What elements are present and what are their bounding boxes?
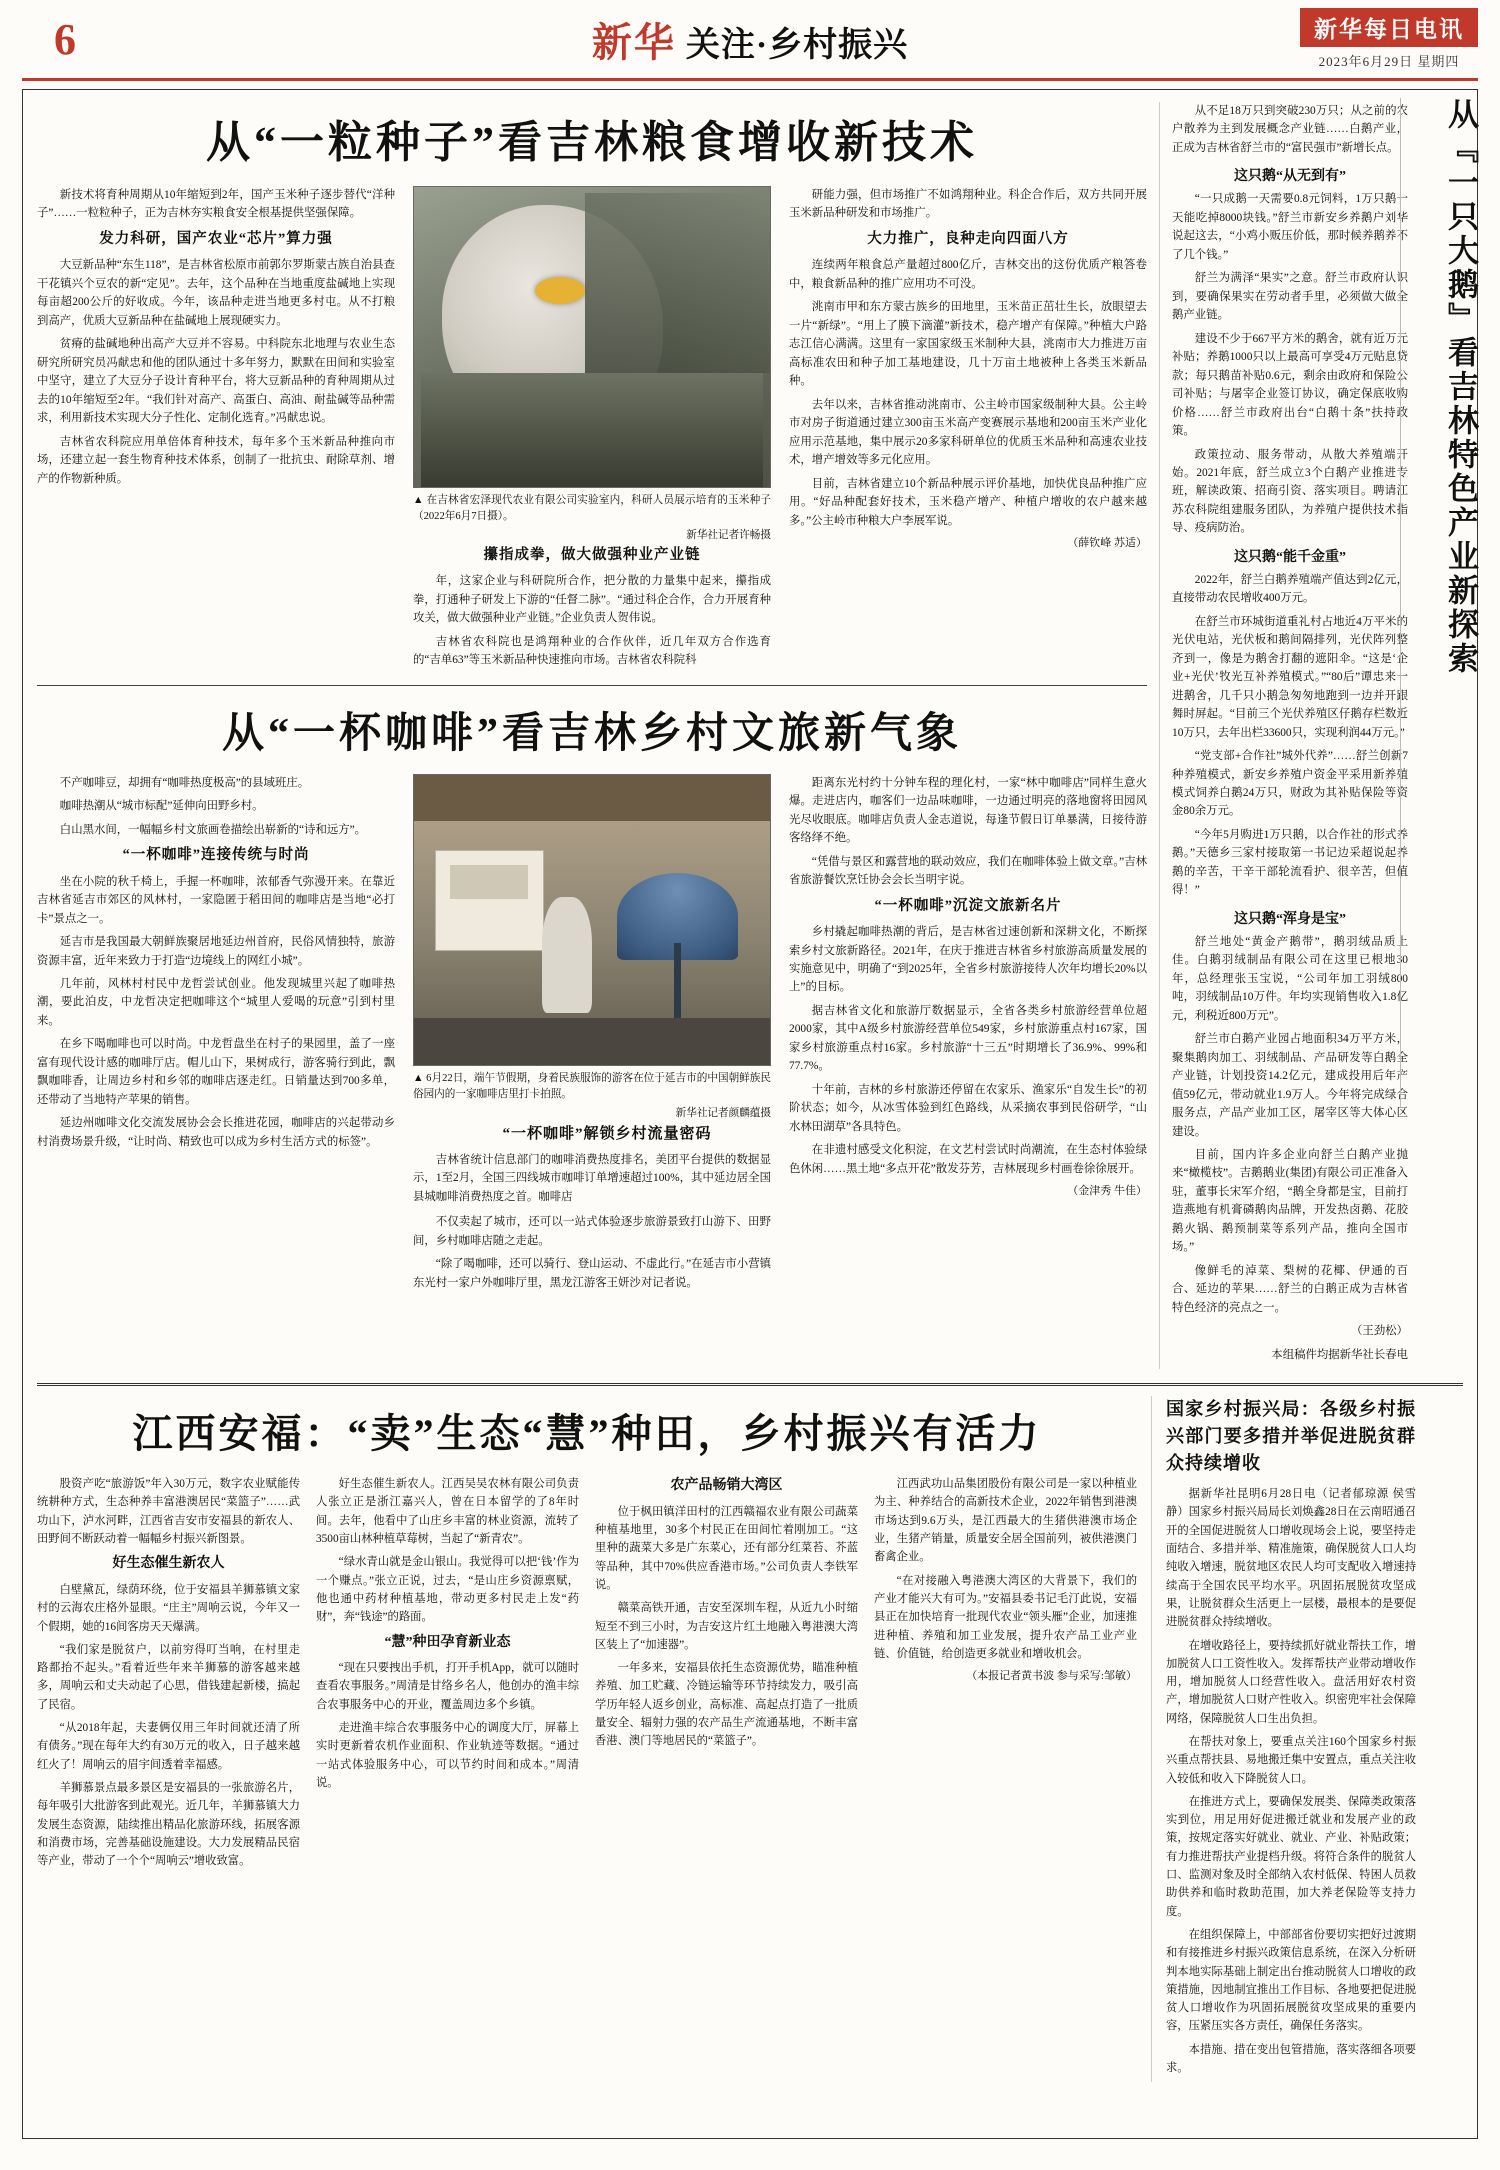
paper-name: 新华每日电讯 [1300,8,1478,47]
article5 [1151,1396,1416,2082]
paragraph: 吉林省农科院应用单倍体育种技术，每年多个玉米新品种推向市场，还建立起一套生物育种技术体系，创制了一批抗虫、耐除草剂、增产的作物新种质。 [37,435,395,485]
article1-lead: 新技术将育种周期从10年缩短到2年，国产玉米种子逐步替代“洋种子”……一粒粒种子，正为吉林夯实粮食安全根基提供坚强保障。 [37,189,395,220]
paragraph: 据新华社昆明6月28日电（记者郁琼源 侯雪静）国家乡村振兴局局长刘焕鑫28日在云南昭通召开的全国促进脱贫人口增收现场会上说，要坚持走面结合、多措并举、精准施策，确保脱贫人口人均纯收入增速，脱贫地区农民人均可支配收入增速持续高于全国农民平均水平。巩固拓展脱贫攻坚成果，让脱贫群众生活更上一层楼，最根本的是要促进脱贫群众持续增收。 [1166,1488,1416,1629]
paragraph: 洮南市甲和东方蒙古族乡的田地里，玉米苗正茁壮生长，放眼望去一片“新绿”。“用上了膜下滴灌”新技术，稳产增产有保障。”种植大户路志江信心满满。这里有一家国家级玉米制种大县，洮南市大力推进万亩高标准农田和种子加工基地建设，几十万亩土地被种上各类玉米新品种。 [789,301,1147,388]
article2-credit: 新华社记者颜麟蕴摄 [675,1107,771,1119]
article4-body [37,1475,1137,1875]
article2-body [37,774,1147,1212]
article4 [37,1396,1137,2082]
article2-photo [413,774,771,1066]
paragraph: 十年前，吉林的乡村旅游还停留在农家乐、渔家乐“自发生长”的初阶状态；如今，从冰雪体验到红色路线，从采摘农事到民俗研学，“山水林田湖草”各具特色。 [789,1083,1147,1133]
article1-col2 [413,186,771,675]
paragraph: 在增收路径上，要持续抓好就业帮扶工作，增加脱贫人口工资性收入。发挥帮扶产业带动增收作用，增加脱贫人口经营性收入。盘活用好农村资产，增加脱贫人口财产性收入。织密兜牢社会保障网络，保障脱贫人口生出负担。 [1166,1639,1416,1725]
paragraph: 目前，吉林省建立10个新品种展示评价基地，加快优良品种推广应用。“好品种配套好技术，玉米稳产增产、种植户增收的农户越来越多。”公主岭市种粮大户李展军说。 [789,477,1147,527]
article2-byline: （金津秀 牛佳） [1067,1185,1147,1198]
paragraph: 建设不少于667平方米的鹅舍，就有近万元补贴；养鹅1000只以上最高可享受4万元贴息贷款；每只鹅苗补贴0.6元，剩余由政府和保险公司补贴；与屠宰企业签订协议，确定保底收购价格……舒兰市政府出台“白鹅十条”扶持政策。 [1172,332,1408,438]
article4-sub2: “慧”种田孕育新业态 [384,1634,511,1650]
article4-col2 [316,1475,579,1875]
article2-sub1: “一杯咖啡”连接传统与时尚 [122,847,310,864]
article1-byline: （薛钦峰 苏适） [1067,536,1147,549]
paragraph: 一年多来，安福县依托生态资源优势，瞄准种植养殖、加工贮藏、冷链运输等环节持续发力，吸引高学历年轻人返乡创业，高标准、高起点打造了一批质量安全、辐射力强的农产品生产流通基地，不断丰富香港、澳门等地居民的“菜篮子”。 [595,1662,858,1748]
section-title: 关注·乡村振兴 [685,26,909,64]
article2-kicker-more [413,1213,771,1297]
paragraph: 在非遗村感受文化积淀，在文艺村尝试时尚潮流，在生态村体验绿色休闲……黑土地“多点开花”散发芬芳，吉林展现乡村画卷徐徐展开。 [789,1144,1147,1175]
article4-sub3-a: 农产品畅销大湾区 [670,1478,783,1494]
article1-sub1: 发力科研，国产农业“芯片”算力强 [99,230,333,247]
paragraph: 贫瘠的盐碱地种出高产大豆并不容易。中科院东北地理与农业生态研究所研究员冯献忠和他的团队通过十多年努力，默默在田间和实验室中坚守，建立了大豆分子设计育种平台，将大豆新品种的育种周期从过去的10年缩短至2年。“我们针对高产、高蛋白、高油、耐盐碱等品种需求，利用新技术实现大分子性化、定制化选育。”冯献忠说。 [37,338,395,425]
article4-col4 [874,1475,1137,1875]
spacer [37,1213,395,1297]
article4-byline: （本报记者黄书波 参与采写:邹敏） [966,1670,1137,1683]
paragraph: 吉林省农科院也是鸿翔种业的合作伙伴，近几年双方合作选育的“吉单63”等玉米新品种快速推向市场。吉林省农科院科 [413,635,771,667]
article2-headline: 从“一杯咖啡”看吉林乡村文旅新气象 [221,710,962,757]
paragraph: 白山黑水间，一幅幅乡村文旅画卷描绘出崭新的“诗和远方”。 [59,823,367,836]
paragraph: “在对接融入粤港澳大湾区的大背景下，我们的产业才能兴大有可为。”安福县委书记毛汀此说，安福县正在加快培育一批现代农业“领头雁”企业，加速推进种植、养殖和加工业发展，提升农产品工业产业链、价值链，给创造更多就业和增收机会。 [874,1574,1137,1660]
article3-sub2: 这只鹅“能千金重” [1234,549,1346,565]
masthead [22,0,1478,81]
paragraph: 2022年，舒兰白鹅养殖端产值达到2亿元，直接带动农民增收400万元。 [1172,573,1408,605]
article3-vertical-headline: 从『一只大鹅』看吉林特色产业新探索 [1400,98,1479,1108]
paragraph: “从2018年起，夫妻俩仅用三年时间就还清了所有债务。”现在每年大约有30万元的收入，日子越来越红火了！周响云的眉宇间透着幸福感。 [37,1722,300,1771]
article2-caption: ▲ 6月22日，端午节假期，身着民族服饰的游客在位于延吉市的中国朝鲜族民俗园内的一家咖啡店里打卡拍照。 [413,1072,771,1100]
main-columns [37,102,1147,1369]
paragraph: 延边州咖啡文化交流发展协会会长推进花园，咖啡店的兴起带动乡村消费场景升级，“让时尚、精致也可以成为乡村生活方式的标签”。 [37,1117,395,1148]
paragraph: 研能力强，但市场推广不如鸿翔种业。科企合作后，双方共同开展玉米新品种研发和市场推广。 [789,189,1147,220]
article4-col1 [37,1475,300,1875]
paragraph: “一只成鹅一天需要0.8元饲料，1万只鹅一天能吃掉8000块钱。”舒兰市新安乡养鹅户刘华说起这去，“小鸡小贩压价低，那时候养鹅养不了几个钱。” [1172,193,1408,261]
article2-sub2: “一杯咖啡”沉淀文旅新名片 [874,897,1062,914]
paragraph: “我们家是脱贫户，以前穷得叮当响，在村里走路都抬不起头。”看着近些年来羊狮慕的游客越来越多，周响云和丈夫动起了心思，借钱建起新楼，搞起了民宿。 [37,1643,300,1711]
paragraph: 在帮扶对象上，要重点关注160个国家乡村振兴重点帮扶县、易地搬迁集中安置点，重点关注收入较低和收入下降脱贫人口。 [1166,1735,1416,1785]
paragraph: “党支部+合作社”城外代养”……舒兰创新7种养殖模式，新安乡养殖户资金平采用新养殖模式饲养白鹅24万只，财政为其补贴保险等资金80余万元。 [1172,750,1408,818]
article2-col1 [37,774,395,1212]
paragraph: 赣菜高铁开通，吉安至深圳车程，从近九小时缩短至不到三小时，为吉安这片红土地融入粤港澳大湾区装上了“加速器”。 [595,1602,858,1651]
article2-spill [37,1213,1147,1297]
publication-date: 2023年6月29日 星期四 [1318,54,1460,69]
paragraph: 据吉林省文化和旅游厅数据显示，全省各类乡村旅游经营单位超2000家，其中A级乡村旅游经营单位549家，乡村旅游重点村167家，国家乡村旅游重点村16家。乡村旅游“十三五”时期增长了36.9%、99%和77.7%。 [789,1004,1147,1073]
paragraph: 位于枫田镇洋田村的江西赣福农业有限公司蔬菜种植基地里，30多个村民正在田间忙着刚加工。“这里种的蔬菜大多是广东菜心，还有部分红菜苔、芥蓝等品种，其中70%供应香港市场。”公司负责人李铁军说。 [595,1505,858,1591]
paragraph: “今年5月购进1万只鹅，以合作社的形式养鹅。”天德乡三家村接取第一书记边采超说起养鹅的辛苦，干辛干部轮流看护、很辛苦，但值得！” [1172,828,1408,897]
paragraph: “除了喝咖啡，还可以骑行、登山运动、不虚此行。”在延吉市小营镇东光村一家户外咖啡厅里，黑龙江游客王妍沙对记者说。 [413,1258,771,1289]
paragraph: 年，这家企业与科研院所合作，把分散的力量集中起来，攥指成拳，打通种子研发上下游的“任督二脉”。“通过科企合作，合力开展育种攻关，做大做强种业产业链。”企业负责人贺伟说。 [413,575,771,625]
article1-caption: ▲ 在吉林省宏泽现代农业有限公司实验室内，科研人员展示培育的玉米种子（2022年6月7日摄）。 [413,495,771,522]
article3-column [1159,102,1408,1369]
paragraph: 舒兰为满泽“果实”之意。舒兰市政府认识到，要确保果实在劳动者手里，必须做大做全鹅产业链。 [1172,272,1408,322]
article3-sub1: 这只鹅“从无到有” [1234,169,1346,185]
article3-byline1: （王劲松） [1351,1325,1408,1338]
paragraph: 延吉市是我国最大朝鲜族聚居地延边州首府，民俗风情独特，旅游资源丰富，近年来致力于打造“边境线上的网红小城”。 [37,936,395,967]
article3-lead: 从不足18万只到突破230万只；从之前的农户散养为主到发展概念产业链……白鹅产业，正成为吉林省舒兰市的“富民强市”新增长点。 [1172,105,1408,154]
paragraph: 白壁黛瓦，绿荫环绕，位于安福县羊狮慕镇文家村的云海农庄格外显眼。“庄主”周响云说，今年又一个假期，她的16间客房天天爆满。 [37,1583,300,1633]
article2-col2 [413,774,771,1212]
article4-headline: 江西安福：“卖”生态“慧”种田，乡村振兴有活力 [132,1411,1042,1457]
spacer2 [789,1213,1147,1297]
paragraph: 坐在小院的秋千椅上，手握一杯咖啡，浓郁香气弥漫开来。在靠近吉林省延吉市郊区的风林村，一家隐匿于稻田间的咖啡店是当地“必打卡”景点之一。 [37,875,395,925]
article4-sub1: 好生态催生新农人 [112,1556,225,1572]
paragraph: 目前，国内许多企业向舒兰白鹅产业抛来“橄榄枝”。吉鹅鹅业(集团)有限公司正准备入驻，董事长宋军介绍，“鹅全身都是宝，目前打造燕地有机膏磷鹅肉品牌，开发热卤鹅、花胶鹅火锅、鹅预制菜等系列产品，推向全国市场。” [1172,1148,1408,1254]
paragraph: 本措施、措在变出包管措施，落实落细各项要求。 [1166,2043,1416,2075]
paragraph: 像鲜毛的淖菜、梨树的花椰、伊通的百合、延边的苹果……舒兰的白鹅正成为吉林省特色经济的亮点之一。 [1172,1264,1408,1314]
paragraph: 距离东光村约十分钟车程的理化村，一家“林中咖啡店”同样生意火爆。走进店内，咖客们一边品味咖啡，一边通过明亮的落地窗将田园风光尽收眼底。咖啡店负责人金志道说，每逢节假日订单暴满，日接待游客络绎不绝。 [789,776,1147,845]
paragraph: 咖啡热潮从“城市标配”延伸向田野乡村。 [59,800,264,813]
paragraph: 江西武功山品集团股份有限公司是一家以种植业为主、种养结合的高新技术企业，2022年销售到港澳市场达到9.6万头，是江西最大的生猪供港澳市场企业，生猪产销量，质量安全居全国前列，被供港澳门畜禽企业。 [874,1478,1137,1564]
paragraph: 乡村撬起咖啡热潮的背后，是吉林省过速创新和深耕文化，不断探索乡村文旅新路径。2021年，在庆于推进吉林省乡村旅游高质量发展的实施意见中，明确了“到2025年，全省乡村旅游接待人次年均增长20%以上”的目标。 [789,926,1147,994]
article2-col3 [789,774,1147,1212]
paragraph: 在乡下喝咖啡也可以时尚。中龙哲盘坐在村子的果园里，盖了一座富有现代设计感的咖啡厅店。帽儿山下，果树成行，游客骑行到此，飘飘咖啡香，让周边乡村和乡邻的咖啡店逐走红。日销量达到700多单，还带动了当地特产苹果的销售。 [37,1038,395,1106]
article1-headline: 从“一粒种子”看吉林粮食增收新技术 [206,118,978,167]
paragraph: 舒兰地处“黄金产鹅带”，鹅羽绒品质上佳。白鹅羽绒制品有限公司在这里已根地30年，总经理张玉宝说，“公司年加工羽绒800吨，羽绒制品10万件。年均实现销售收入1.8亿元，利税近800万元”。 [1172,935,1408,1022]
paragraph: 在组织保障上，中部部省份要切实把好过渡期和有接推进乡村振兴政策信息系统，在深入分析研判本地实际基础上制定出台推动脱贫人口增收的政策措施，因地制宜推出工作目标、各地要把促进脱贫人口增收作为巩固拓展脱贫攻坚成果的重要内容，压紧压实各方责任，确保任务落实。 [1166,1928,1416,2033]
page-number: 6 [54,14,76,64]
page-frame [22,89,1478,2139]
masthead-center [22,11,1478,68]
paragraph: 不仅卖起了城市，还可以一站式体验逐步旅游景致打山游下、田野间，乡村咖啡店随之走起。 [413,1216,771,1247]
article5-title: 国家乡村振兴局：各级乡村振兴部门要多措并举促进脱贫群众持续增收 [1166,1399,1416,1474]
paragraph: “凭借与景区和露营地的联动效应，我们在咖啡体验上做文章。”吉林省旅游餐饮烹饪协会会长当明宇说。 [789,855,1147,887]
xinhua-logo: 新华 [591,18,676,66]
paragraph: 羊狮慕景点最多景区是安福县的一张旅游名片，每年吸引大批游客到此观光。近几年，羊狮慕镇大力发展生态资源，陆续推出精品化旅游环线，拓展客源和消费市场，完善基础设施建设。大力发展精品民宿等产业，带动了一个个“周响云”增收致富。 [37,1781,300,1868]
article1-col1 [37,186,395,675]
article1-col3 [789,186,1147,675]
paragraph: 大豆新品种“东生118”，是吉林省松原市前郭尔罗斯蒙古族自治县查干花镇兴个豆农的新“定见”。去年，这个品种在当地重度盐碱地上实现每亩超200公斤的好收成。今年，该品种走进当地更多村屯。从不打粮到高产，优质大豆新品种在盐碱地上展现硬实力。 [37,259,395,327]
article1-sub2: 攥指成拳，做大做强种业产业链 [483,546,701,563]
paragraph: 连续两年粮食总产量超过800亿斤，吉林交出的这份优质产粮答卷中，粮食新品种的推广应用功不可没。 [789,259,1147,290]
article1-sub3: 大力推广，良种走向四面八方 [867,230,1069,247]
paragraph: 吉林省统计信息部门的咖啡消费热度排名，美团平台提供的数据显示，1至2月，全国三四线城市咖啡订单增速超过100%，其中延边居全国县城咖啡消费热度之首。咖啡店 [413,1154,771,1203]
paragraph: “现在只要拽出手机，打开手机App，就可以随时查看农事服务。”周清是甘络乡名人，他创办的渔丰综合农事服务中心的开业，覆盖周边多个乡镇。 [316,1662,579,1711]
article4-col3 [595,1475,858,1875]
paragraph: 几年前，风林村村民中龙哲尝试创业。他发现城里兴起了咖啡热潮，要此泊皮，中龙哲决定把咖啡这个“城里人爱喝的玩意”引到村里来。 [37,978,395,1027]
paragraph: “绿水青山就是金山银山。我觉得可以把‘钱’作为一个赚点。”张立正说，过去，“是山庄乡资源禀赋，他也通中药材种植基地，带动更多村民走上发“药财”，奔“钱途”的路面。 [316,1556,579,1624]
paragraph: 舒兰市白鹅产业园占地面积34万平方米，聚集鹅肉加工、羽绒制品、产品研发等白鹅全产业链，计划投资14.2亿元，建成投用后年产值59亿元，带动就业1.9万人。今年将完成绿合服务点，产品产业加工区，屠宰区等大体心区建设。 [1172,1033,1408,1138]
article1-body [37,186,1147,675]
section-divider [37,1383,1463,1386]
top-zone [37,98,1478,1369]
paragraph: 好生态催生新农人。江西吴吴农林有限公司负责人张立正是浙江嘉兴人，曾在日本留学的了8年时间。去年，他看中了山庄乡丰富的林业资源，流转了3500亩山林种植草莓树，当起了“新青农”。 [316,1478,579,1546]
paragraph: 不产咖啡豆，却拥有“咖啡热度极高”的县域班庄。 [59,776,310,789]
article1-credit: 新华社记者许畅摄 [686,529,771,541]
article3-sub3: 这只鹅“浑身是宝” [1234,911,1346,927]
divider [37,685,1147,686]
paragraph: 走进渔丰综合农事服务中心的调度大厅，屏幕上实时更新着农机作业面积、作业轨迹等数据。“通过一站式体验服务中心，可以节约时间和成本。”周清说。 [316,1722,579,1789]
article2-kicker: “一杯咖啡”解锁乡村流量密码 [502,1125,712,1142]
article3-byline2: 本组稿件均据新华社长春电 [1271,1348,1408,1361]
article4-lead: 股资产吃“旅游饭”年入30万元，数字农业赋能传统耕种方式，生态种养丰富港澳居民“菜篮子”……武功山下，泸水河畔，江西省吉安市安福县的新农人、田野间不断跃动着一幅幅乡村振兴新图景。 [37,1478,300,1546]
paragraph: 在舒兰市环城街道重礼村占地近4万平米的光伏电站，光伏板和鹅间隔排列，光伏阵列整齐到一，像是为鹅舍打翻的遮阳伞。“这是‘企业+光伏’牧光互补养殖模式。”“80后”谭忠来一进鹅舍，几千只小鹅急匆匆地跑到一边并开跟舞时屏起。“目前三个光伏养殖区仔鹅存栏数近10万只，去年出栏33600只，实现利润44万元。” [1172,615,1408,739]
paragraph: 政策拉动、服务带动，从散大养殖端开始。2021年底，舒兰成立3个白鹅产业推进专班，解读政策、招商引资、落实项目。聘请江苏农科院组建服务团队，为养殖户提供技术指导、疫病防治。 [1172,448,1408,535]
paragraph: 在推进方式上，要确保发展类、保障类政策落实到位，用足用好促进搬迁就业和发展产业的政策，按规定落实好就业、就业、产业、补贴政策；有力推进帮扶产业提档升级。将符合条件的脱贫人口、监测对象及时全部纳入农村低保、特困人员救助供养和临时救助范围，加大养老保险等支持力度。 [1166,1795,1416,1918]
paragraph: 去年以来，吉林省推动洮南市、公主岭市国家级制种大县。公主岭市对房子街道通过建立300亩玉米高产变赛展示基地和200亩玉米产业化应用示范基地，集中展示20多家科研单位的优质玉米品种和高速农业技术，增产增效等多元化应用。 [789,398,1147,467]
article1-photo [413,186,771,488]
bottom-zone [37,1396,1463,2082]
